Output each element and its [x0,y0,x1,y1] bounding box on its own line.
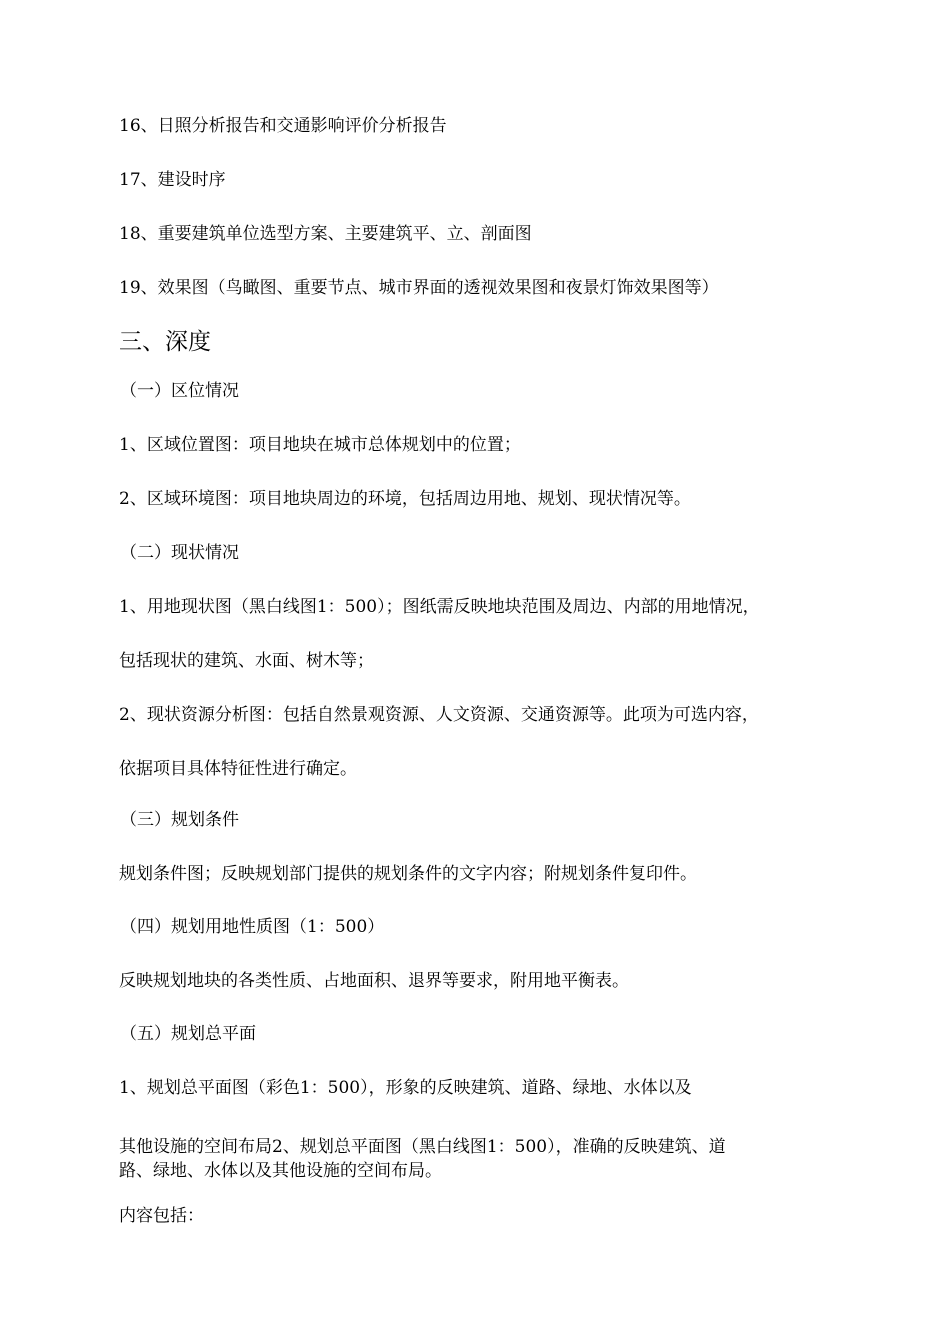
subsection-location: （一）区位情况 [120,381,239,401]
paragraph: 2、现状资源分析图：包括自然景观资源、人文资源、交通资源等。此项为可选内容， [119,705,759,725]
item-19: 19、效果图（鸟瞰图、重要节点、城市界面的透视效果图和夜景灯饰效果图等） [119,278,719,298]
paragraph: 反映规划地块的各类性质、占地面积、退界等要求，附用地平衡表。 [119,971,629,991]
section-heading-depth: 三、深度 [119,329,211,355]
paragraph: 依据项目具体特征性进行确定。 [119,759,357,779]
paragraph: 1、规划总平面图（彩色1：500），形象的反映建筑、道路、绿地、水体以及 [119,1078,692,1098]
item-16: 16、日照分析报告和交通影响评价分析报告 [119,116,447,136]
paragraph: 1、用地现状图（黑白线图1：500）；图纸需反映地块范围及周边、内部的用地情况， [119,597,760,617]
subsection-land-use: （四）规划用地性质图（1：500） [120,917,385,937]
paragraph: 1、区域位置图：项目地块在城市总体规划中的位置； [119,435,521,455]
subsection-current-status: （二）现状情况 [120,543,239,563]
subsection-planning-conditions: （三）规划条件 [120,810,239,830]
item-17: 17、建设时序 [119,170,226,190]
item-18: 18、重要建筑单位选型方案、主要建筑平、立、剖面图 [119,224,532,244]
paragraph: 内容包括： [119,1206,204,1226]
paragraph: 其他设施的空间布局2、规划总平面图（黑白线图1：500），准确的反映建筑、道 [119,1137,726,1157]
paragraph: 2、区域环境图：项目地块周边的环境，包括周边用地、规划、现状情况等。 [119,489,691,509]
paragraph: 包括现状的建筑、水面、树木等； [119,651,374,671]
paragraph: 路、绿地、水体以及其他设施的空间布局。 [119,1161,442,1181]
paragraph: 规划条件图；反映规划部门提供的规划条件的文字内容；附规划条件复印件。 [119,864,697,884]
subsection-master-plan: （五）规划总平面 [120,1024,256,1044]
